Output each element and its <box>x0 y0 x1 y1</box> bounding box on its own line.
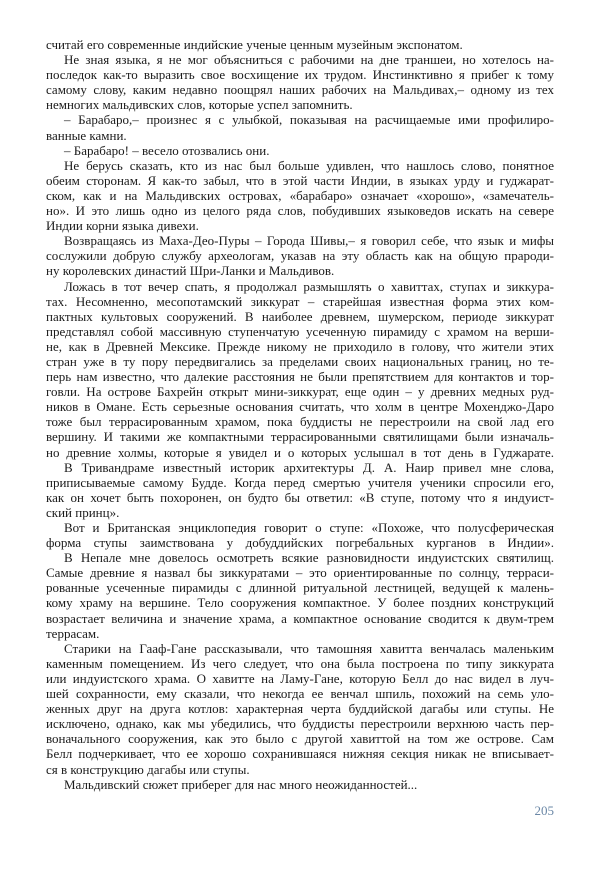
text-line: говли. На острове Бахрейн открыт мини-зиккурат, еще один – у древних медных руд- <box>46 384 554 400</box>
text-line: Индии корни языка дивехи. <box>46 218 199 234</box>
text-line: каменным помещением. Из чего следует, что она была построена по типу зиккурата <box>46 655 554 671</box>
text-line: ников в Омане. Есть серьезные основания считать, что холм в центре Мохенджо-Даро <box>46 399 554 415</box>
text-line: стран уже в ту пору передвигались за пределами своих национальных границ, но те- <box>46 353 554 369</box>
text-line: женных друг на друга котлов: характерная черта буддийской дагабы или ступы. Не <box>46 701 554 717</box>
text-line: – Барабаро,– произнес я с улыбкой, показывая на расчищаемые ими профилиро- <box>64 112 554 128</box>
text-line: ся в конструкцию дагабы или ступы. <box>46 761 250 777</box>
text-line: пактных культовых сооружений. В наиболее древнем, шумерском, периоде зиккурат <box>46 308 554 324</box>
text-line: Ложась в тот вечер спать, я продолжал размышлять о хавиттах, ступах и зиккура- <box>64 278 554 294</box>
text-line: Самые древние я назвал бы зиккуратами – это ориентированные по солнцу, терраси- <box>46 565 554 581</box>
text-line: В Непале мне довелось осмотреть всякие разновидности индуистских святилищ. <box>64 550 554 566</box>
text-line: Белл подчеркивает, что ее хорошо сохранившаяся нижняя секция никак не вписывает- <box>46 746 554 762</box>
text-line: тоже был террасированным храмом, пока буддисты не перестроили на свой лад его <box>46 414 554 430</box>
text-line: самому слову, каким недавно поощрял наших рабочих на Мальдивах,– одному из тех <box>46 82 554 98</box>
page-number: 205 <box>534 803 554 818</box>
text-line: – Барабаро! – весело отозвались они. <box>64 142 270 158</box>
text-line: возрастает величина и значение храма, а компактное основание сводится к двум-трем <box>46 610 554 626</box>
text-line: Не берусь сказать, кто из нас был больше удивлен, что нашлось слово, понятное <box>64 157 554 173</box>
text-line: не, как в Древней Мексике. Прежде никому не приходило в голову, что жители этих <box>46 338 554 354</box>
text-line: последок как-то выразить свое восхищение их трудом. Инстинктивно я прибег к тому <box>46 67 554 83</box>
text-line: террасам. <box>46 625 100 641</box>
text-line: обеим сторонам. Я как-то забыл, что в этой части Индии, в языках урду и гуджарат- <box>46 172 554 188</box>
text-line: перь нам известно, что далекие расстояния не были препятствием для контактов и тор- <box>46 369 554 385</box>
text-line: ский принц». <box>46 504 120 520</box>
text-line: тах. Несомненно, месопотамский зиккурат – старейшая известная форма этих ком- <box>46 293 554 309</box>
text-line: вершину. И такими же компактными террасированными святилищами были изначаль- <box>46 429 554 445</box>
text-line: Старики на Гааф-Гане рассказывали, что тамошняя хавитта венчалась маленьким <box>64 640 554 656</box>
text-line: кому храму на вершине. Тело сооружения компактное. У более поздних конструкций <box>46 595 554 611</box>
text-line: считай его современные индийские ученые ценным музейным экспонатом. <box>46 37 463 52</box>
text-line: Возвращаясь из Маха-Део-Пуры – Города Шивы,– я говорил себе, что язык и мифы <box>64 233 554 249</box>
text-line: В Тривандраме известный историк архитектуры Д. А. Наир привел мне слова, <box>64 459 554 475</box>
text-line: или индуистского храма. О хавитте на Ламу-Гане, которую Белл до нас видел в луч- <box>46 670 554 686</box>
text-line: представлял собой массивную ступенчатую усеченную пирамиду с храмом на верши- <box>46 323 554 339</box>
text-line: Мальдивский сюжет приберег для нас много неожиданностей... <box>64 776 418 792</box>
text-line: Не зная языка, я не мог объясниться с рабочими на дне траншеи, но хотелось на- <box>64 52 554 68</box>
text-line: ском, как и на Мальдивских островах, «барабаро» означает «хорошо», «замечатель- <box>46 187 554 203</box>
text-line: ванные камни. <box>46 127 127 143</box>
text-line: сослужили добрую службу археологам, указав на эту область как на общую прароди- <box>46 248 554 264</box>
text-line: ну королевских династий Шри-Ланки и Мальдивов. <box>46 263 335 279</box>
page-body-text <box>46 37 554 792</box>
text-line: приписываемые самому Будде. Когда перед смертью учителя ученики спросили его, <box>46 474 554 490</box>
text-line: немногих мальдивских слов, которые успел запомнить. <box>46 97 353 113</box>
text-line: но древние холмы, которые я увидел и о которых услышал в тот день в Гуджарате. <box>46 444 554 460</box>
text-line: шей сохранности, ему сказали, что некогда ее венчал шпиль, похожий на семь уло- <box>46 686 554 702</box>
text-line: воначального сооружения, как это было с другой хавиттой на том же острове. Сам <box>46 731 554 747</box>
text-line: рованные усеченные пирамиды с длинной ритуальной лестницей, ведущей к малень- <box>46 580 554 596</box>
text-line: но». И это лишь одно из целого ряда слов, побудивших языковедов искать на севере <box>46 203 554 219</box>
text-line: форма ступы заимствована у добуддийских погребальных курганов в Индии». <box>46 535 554 551</box>
text-line: как он хочет быть похоронен, он будто бы ответил: «В ступе, потому что я индуист- <box>46 489 554 505</box>
text-line: исключено, однако, как мы убедились, что буддисты перестроили верхнюю часть пер- <box>46 716 554 732</box>
text-line: Вот и Британская энциклопедия говорит о ступе: «Похоже, что полусферическая <box>64 520 554 535</box>
